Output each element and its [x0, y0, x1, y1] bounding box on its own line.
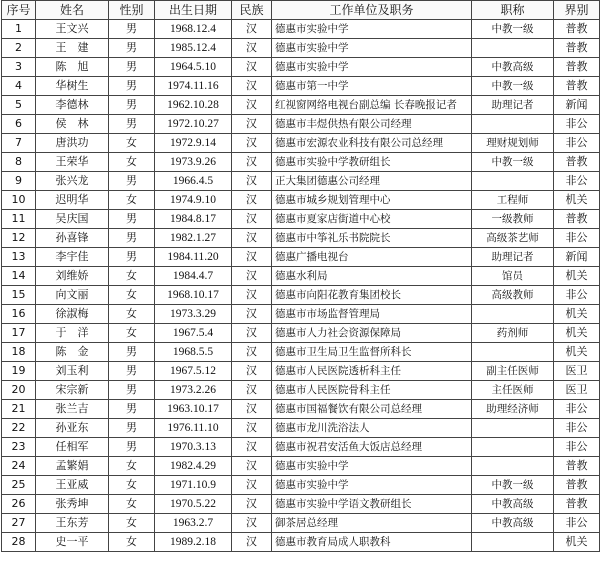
col-workplace-cell: 御茶居总经理 [272, 514, 472, 533]
col-workplace-cell: 德惠市夏家店街道中心校 [272, 210, 472, 229]
col-ethnicity-cell: 汉 [232, 381, 272, 400]
col-ethnicity-cell: 汉 [232, 210, 272, 229]
col-birthdate-cell: 1984.11.20 [155, 248, 232, 267]
col-name-cell: 王亚威 [36, 476, 109, 495]
col-gender-cell: 女 [109, 134, 155, 153]
col-ethnicity-cell: 汉 [232, 457, 272, 476]
col-name-cell: 徐淑梅 [36, 305, 109, 324]
col-ethnicity-cell: 汉 [232, 58, 272, 77]
col-ethnicity-cell: 汉 [232, 438, 272, 457]
col-title-cell [472, 457, 554, 476]
col-sector-cell: 非公 [554, 229, 600, 248]
col-index-cell: 13 [2, 248, 36, 267]
table-row [2, 362, 600, 381]
col-name-cell: 华树生 [36, 77, 109, 96]
col-birthdate-cell: 1967.5.4 [155, 324, 232, 343]
col-workplace-cell: 德惠市第一中学 [272, 77, 472, 96]
col-birthdate-cell: 1976.11.10 [155, 419, 232, 438]
col-ethnicity-cell: 汉 [232, 96, 272, 115]
col-sector-cell: 普教 [554, 58, 600, 77]
col-title-cell: 高级教师 [472, 286, 554, 305]
col-name-cell: 宋宗新 [36, 381, 109, 400]
col-workplace-cell: 德惠市卫生局卫生监督所科长 [272, 343, 472, 362]
col-gender-cell: 男 [109, 400, 155, 419]
col-gender-cell: 男 [109, 229, 155, 248]
header-col-workplace: 工作单位及职务 [272, 1, 472, 20]
col-birthdate-cell: 1964.5.10 [155, 58, 232, 77]
col-gender-cell: 女 [109, 476, 155, 495]
col-sector-cell: 非公 [554, 134, 600, 153]
col-name-cell: 任相军 [36, 438, 109, 457]
col-name-cell: 王东芳 [36, 514, 109, 533]
table-row [2, 267, 600, 286]
table-row [2, 514, 600, 533]
col-index-cell: 5 [2, 96, 36, 115]
col-workplace-cell: 德惠市人民医院透析科主任 [272, 362, 472, 381]
col-title-cell: 馆员 [472, 267, 554, 286]
header-col-index: 序号 [2, 1, 36, 20]
col-title-cell: 助理记者 [472, 248, 554, 267]
col-index-cell: 25 [2, 476, 36, 495]
col-index-cell: 12 [2, 229, 36, 248]
table-row [2, 381, 600, 400]
col-title-cell: 中教一级 [472, 153, 554, 172]
col-gender-cell: 男 [109, 438, 155, 457]
table-row [2, 191, 600, 210]
col-sector-cell: 非公 [554, 172, 600, 191]
col-workplace-cell: 德惠市人民医院骨科主任 [272, 381, 472, 400]
col-gender-cell: 女 [109, 153, 155, 172]
col-sector-cell: 非公 [554, 286, 600, 305]
table-row [2, 153, 600, 172]
col-birthdate-cell: 1973.2.26 [155, 381, 232, 400]
col-name-cell: 唐洪功 [36, 134, 109, 153]
col-sector-cell: 机关 [554, 305, 600, 324]
col-index-cell: 2 [2, 39, 36, 58]
col-ethnicity-cell: 汉 [232, 400, 272, 419]
col-gender-cell: 男 [109, 58, 155, 77]
table-row [2, 419, 600, 438]
col-birthdate-cell: 1967.5.12 [155, 362, 232, 381]
col-name-cell: 孙喜锋 [36, 229, 109, 248]
table-body [2, 20, 600, 552]
col-index-cell: 18 [2, 343, 36, 362]
col-ethnicity-cell: 汉 [232, 229, 272, 248]
col-name-cell: 史一平 [36, 533, 109, 552]
col-workplace-cell: 德惠市实验中学语文教研组长 [272, 495, 472, 514]
table-row [2, 286, 600, 305]
col-sector-cell: 非公 [554, 438, 600, 457]
col-birthdate-cell: 1985.12.4 [155, 39, 232, 58]
col-index-cell: 14 [2, 267, 36, 286]
col-title-cell [472, 343, 554, 362]
table-row [2, 305, 600, 324]
col-name-cell: 迟明华 [36, 191, 109, 210]
col-gender-cell: 男 [109, 20, 155, 39]
col-name-cell: 向文丽 [36, 286, 109, 305]
col-name-cell: 刘玉利 [36, 362, 109, 381]
col-sector-cell: 医卫 [554, 362, 600, 381]
col-gender-cell: 女 [109, 267, 155, 286]
col-birthdate-cell: 1982.4.29 [155, 457, 232, 476]
col-gender-cell: 女 [109, 495, 155, 514]
col-ethnicity-cell: 汉 [232, 134, 272, 153]
col-gender-cell: 女 [109, 457, 155, 476]
col-gender-cell: 男 [109, 96, 155, 115]
col-title-cell: 助理经济师 [472, 400, 554, 419]
col-sector-cell: 普教 [554, 457, 600, 476]
col-birthdate-cell: 1984.4.7 [155, 267, 232, 286]
col-title-cell: 理财规划师 [472, 134, 554, 153]
col-ethnicity-cell: 汉 [232, 476, 272, 495]
col-ethnicity-cell: 汉 [232, 172, 272, 191]
col-name-cell: 李德林 [36, 96, 109, 115]
col-birthdate-cell: 1970.3.13 [155, 438, 232, 457]
col-index-cell: 28 [2, 533, 36, 552]
col-title-cell: 高级茶艺师 [472, 229, 554, 248]
col-gender-cell: 女 [109, 533, 155, 552]
col-sector-cell: 机关 [554, 191, 600, 210]
col-gender-cell: 女 [109, 514, 155, 533]
col-ethnicity-cell: 汉 [232, 533, 272, 552]
col-ethnicity-cell: 汉 [232, 191, 272, 210]
col-name-cell: 王文兴 [36, 20, 109, 39]
col-title-cell: 中教高级 [472, 58, 554, 77]
col-index-cell: 16 [2, 305, 36, 324]
col-index-cell: 24 [2, 457, 36, 476]
table-row [2, 457, 600, 476]
table-row [2, 96, 600, 115]
col-title-cell [472, 115, 554, 134]
col-birthdate-cell: 1968.5.5 [155, 343, 232, 362]
col-name-cell: 孟繁娟 [36, 457, 109, 476]
col-gender-cell: 女 [109, 286, 155, 305]
col-workplace-cell: 正大集团德惠公司经理 [272, 172, 472, 191]
col-gender-cell: 男 [109, 343, 155, 362]
header-col-sector: 界别 [554, 1, 600, 20]
col-title-cell [472, 438, 554, 457]
col-index-cell: 7 [2, 134, 36, 153]
col-gender-cell: 男 [109, 381, 155, 400]
col-title-cell: 一级教师 [472, 210, 554, 229]
table-row [2, 476, 600, 495]
col-gender-cell: 男 [109, 172, 155, 191]
table-row [2, 77, 600, 96]
col-gender-cell: 女 [109, 191, 155, 210]
col-workplace-cell: 德惠市实验中学 [272, 20, 472, 39]
col-name-cell: 张兴龙 [36, 172, 109, 191]
col-title-cell [472, 39, 554, 58]
col-workplace-cell: 德惠市人力社会资源保障局 [272, 324, 472, 343]
col-birthdate-cell: 1982.1.27 [155, 229, 232, 248]
col-index-cell: 1 [2, 20, 36, 39]
col-birthdate-cell: 1968.12.4 [155, 20, 232, 39]
col-gender-cell: 男 [109, 210, 155, 229]
col-name-cell: 陈 旭 [36, 58, 109, 77]
col-sector-cell: 普教 [554, 153, 600, 172]
col-workplace-cell: 德惠市向阳花教育集团校长 [272, 286, 472, 305]
col-title-cell: 药剂师 [472, 324, 554, 343]
col-sector-cell: 机关 [554, 343, 600, 362]
col-sector-cell: 普教 [554, 77, 600, 96]
col-birthdate-cell: 1989.2.18 [155, 533, 232, 552]
col-sector-cell: 普教 [554, 495, 600, 514]
col-workplace-cell: 德惠市实验中学 [272, 476, 472, 495]
table-row [2, 248, 600, 267]
col-title-cell [472, 419, 554, 438]
table-row [2, 20, 600, 39]
header-col-ethnicity: 民族 [232, 1, 272, 20]
col-sector-cell: 机关 [554, 267, 600, 286]
header-col-gender: 性别 [109, 1, 155, 20]
col-workplace-cell: 德惠市实验中学 [272, 58, 472, 77]
col-workplace-cell: 德惠市中筝礼乐书院院长 [272, 229, 472, 248]
col-workplace-cell: 德惠水利局 [272, 267, 472, 286]
col-gender-cell: 男 [109, 115, 155, 134]
table-row [2, 533, 600, 552]
col-index-cell: 23 [2, 438, 36, 457]
table-row [2, 172, 600, 191]
col-workplace-cell: 德惠市祝君安活鱼大饭店总经理 [272, 438, 472, 457]
col-title-cell [472, 305, 554, 324]
table-row [2, 438, 600, 457]
col-name-cell: 孙亚东 [36, 419, 109, 438]
col-name-cell: 陈 金 [36, 343, 109, 362]
col-birthdate-cell: 1966.4.5 [155, 172, 232, 191]
col-gender-cell: 女 [109, 305, 155, 324]
col-sector-cell: 普教 [554, 39, 600, 58]
table-row [2, 343, 600, 362]
col-ethnicity-cell: 汉 [232, 324, 272, 343]
col-workplace-cell: 德惠市丰煜供热有限公司经理 [272, 115, 472, 134]
col-workplace-cell: 德惠市教育局成人职教科 [272, 533, 472, 552]
table-row [2, 324, 600, 343]
table-row [2, 115, 600, 134]
col-sector-cell: 非公 [554, 115, 600, 134]
col-title-cell: 工程师 [472, 191, 554, 210]
col-workplace-cell: 德惠市实验中学 [272, 39, 472, 58]
col-workplace-cell: 德惠市国福餐饮有限公司总经理 [272, 400, 472, 419]
col-birthdate-cell: 1974.9.10 [155, 191, 232, 210]
col-index-cell: 21 [2, 400, 36, 419]
col-index-cell: 17 [2, 324, 36, 343]
col-ethnicity-cell: 汉 [232, 514, 272, 533]
col-index-cell: 10 [2, 191, 36, 210]
col-birthdate-cell: 1970.5.22 [155, 495, 232, 514]
col-ethnicity-cell: 汉 [232, 495, 272, 514]
col-gender-cell: 男 [109, 362, 155, 381]
col-title-cell [472, 172, 554, 191]
col-sector-cell: 普教 [554, 476, 600, 495]
col-index-cell: 26 [2, 495, 36, 514]
col-birthdate-cell: 1973.9.26 [155, 153, 232, 172]
col-sector-cell: 非公 [554, 419, 600, 438]
header-col-title: 职称 [472, 1, 554, 20]
col-birthdate-cell: 1963.2.7 [155, 514, 232, 533]
col-sector-cell: 机关 [554, 533, 600, 552]
col-sector-cell: 普教 [554, 210, 600, 229]
col-ethnicity-cell: 汉 [232, 77, 272, 96]
table-row [2, 210, 600, 229]
table-header [2, 1, 600, 20]
col-workplace-cell: 德惠市龙川洗浴法人 [272, 419, 472, 438]
col-birthdate-cell: 1984.8.17 [155, 210, 232, 229]
col-gender-cell: 男 [109, 419, 155, 438]
col-index-cell: 27 [2, 514, 36, 533]
col-index-cell: 9 [2, 172, 36, 191]
col-sector-cell: 非公 [554, 514, 600, 533]
header-col-name: 姓名 [36, 1, 109, 20]
col-ethnicity-cell: 汉 [232, 39, 272, 58]
col-sector-cell: 新闻 [554, 96, 600, 115]
col-gender-cell: 男 [109, 77, 155, 96]
col-ethnicity-cell: 汉 [232, 305, 272, 324]
col-index-cell: 6 [2, 115, 36, 134]
col-workplace-cell: 德惠市城乡规划管理中心 [272, 191, 472, 210]
col-birthdate-cell: 1972.10.27 [155, 115, 232, 134]
col-title-cell [472, 533, 554, 552]
col-index-cell: 22 [2, 419, 36, 438]
col-birthdate-cell: 1963.10.17 [155, 400, 232, 419]
col-birthdate-cell: 1972.9.14 [155, 134, 232, 153]
col-title-cell: 中教一级 [472, 476, 554, 495]
header-row [2, 1, 600, 20]
col-sector-cell: 机关 [554, 324, 600, 343]
col-ethnicity-cell: 汉 [232, 248, 272, 267]
table-row [2, 58, 600, 77]
col-workplace-cell: 德惠市市场监督管理局 [272, 305, 472, 324]
col-ethnicity-cell: 汉 [232, 286, 272, 305]
col-index-cell: 4 [2, 77, 36, 96]
col-name-cell: 王荣华 [36, 153, 109, 172]
member-roster-table [1, 0, 600, 552]
col-name-cell: 吴庆国 [36, 210, 109, 229]
col-name-cell: 侯 林 [36, 115, 109, 134]
col-ethnicity-cell: 汉 [232, 419, 272, 438]
col-workplace-cell: 德惠市宏源农业科技有限公司总经理 [272, 134, 472, 153]
col-ethnicity-cell: 汉 [232, 267, 272, 286]
col-birthdate-cell: 1968.10.17 [155, 286, 232, 305]
col-index-cell: 15 [2, 286, 36, 305]
table-row [2, 495, 600, 514]
col-ethnicity-cell: 汉 [232, 115, 272, 134]
col-ethnicity-cell: 汉 [232, 20, 272, 39]
col-sector-cell: 新闻 [554, 248, 600, 267]
table-row [2, 400, 600, 419]
col-name-cell: 张兰吉 [36, 400, 109, 419]
col-title-cell: 助理记者 [472, 96, 554, 115]
col-title-cell: 副主任医师 [472, 362, 554, 381]
col-gender-cell: 男 [109, 39, 155, 58]
col-workplace-cell: 红视窗网络电视台副总编 长春晚报记者 [272, 96, 472, 115]
col-birthdate-cell: 1971.10.9 [155, 476, 232, 495]
col-title-cell: 中教一级 [472, 77, 554, 96]
col-workplace-cell: 德惠市实验中学 [272, 457, 472, 476]
table-row [2, 39, 600, 58]
col-workplace-cell: 德惠市实验中学教研组长 [272, 153, 472, 172]
col-name-cell: 于 洋 [36, 324, 109, 343]
col-name-cell: 刘维娇 [36, 267, 109, 286]
col-birthdate-cell: 1973.3.29 [155, 305, 232, 324]
col-index-cell: 11 [2, 210, 36, 229]
col-title-cell: 中教高级 [472, 495, 554, 514]
col-sector-cell: 非公 [554, 400, 600, 419]
col-sector-cell: 普教 [554, 20, 600, 39]
table-row [2, 229, 600, 248]
table-row [2, 134, 600, 153]
col-title-cell: 中教一级 [472, 20, 554, 39]
col-title-cell: 主任医师 [472, 381, 554, 400]
col-workplace-cell: 德惠广播电视台 [272, 248, 472, 267]
col-name-cell: 李宇佳 [36, 248, 109, 267]
col-birthdate-cell: 1962.10.28 [155, 96, 232, 115]
col-ethnicity-cell: 汉 [232, 153, 272, 172]
header-col-birthdate: 出生日期 [155, 1, 232, 20]
col-title-cell: 中教高级 [472, 514, 554, 533]
col-index-cell: 8 [2, 153, 36, 172]
col-index-cell: 3 [2, 58, 36, 77]
col-index-cell: 19 [2, 362, 36, 381]
col-ethnicity-cell: 汉 [232, 362, 272, 381]
col-index-cell: 20 [2, 381, 36, 400]
col-name-cell: 张秀坤 [36, 495, 109, 514]
col-gender-cell: 女 [109, 324, 155, 343]
col-sector-cell: 医卫 [554, 381, 600, 400]
col-birthdate-cell: 1974.11.16 [155, 77, 232, 96]
col-ethnicity-cell: 汉 [232, 343, 272, 362]
col-gender-cell: 男 [109, 248, 155, 267]
col-name-cell: 王 建 [36, 39, 109, 58]
